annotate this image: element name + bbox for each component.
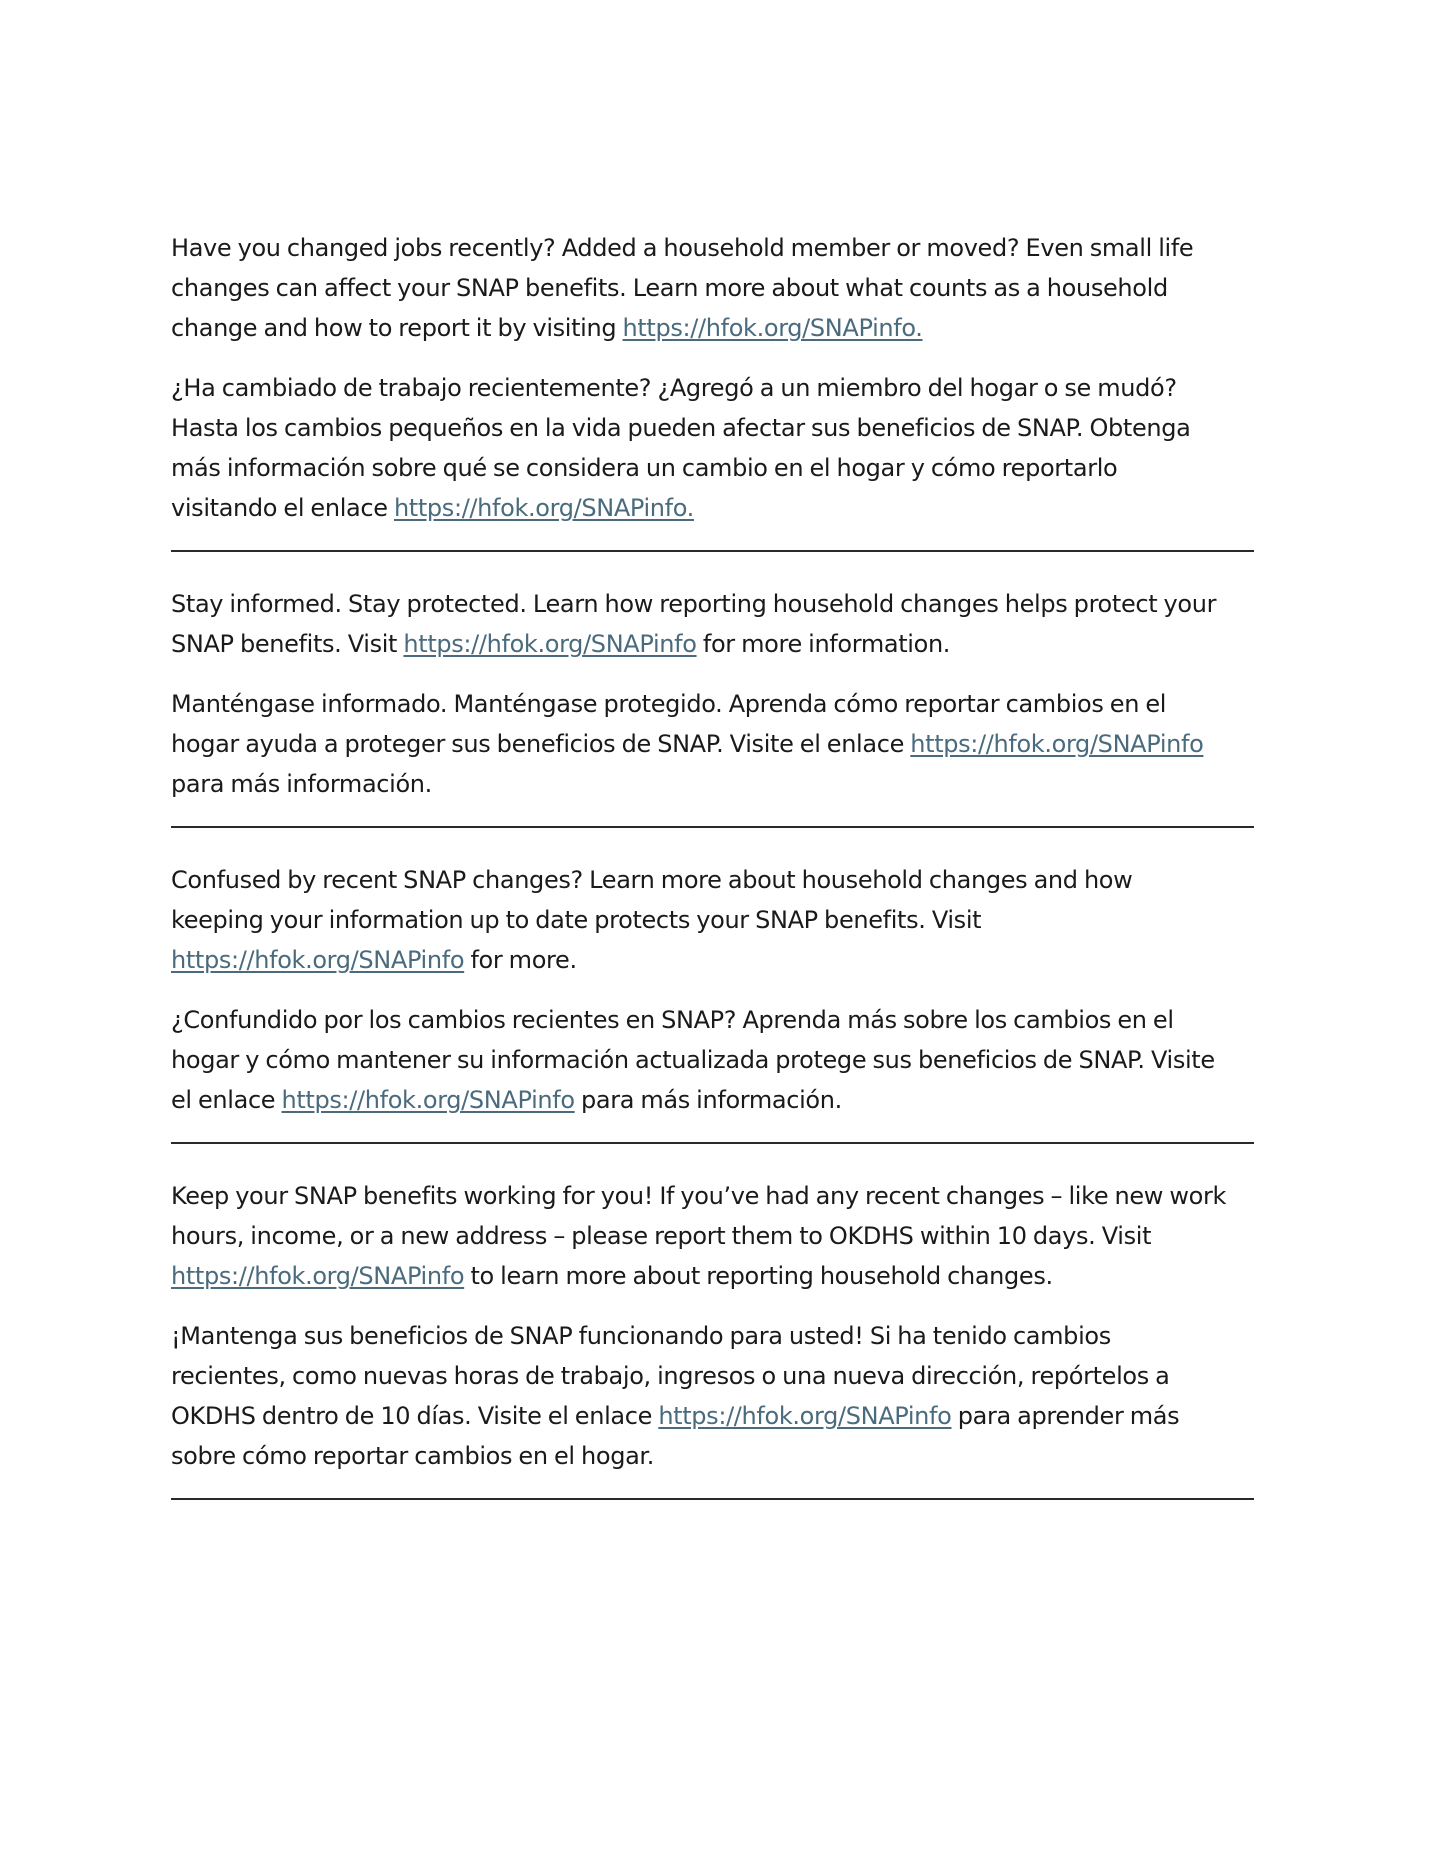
text-line xyxy=(171,308,1291,348)
snap-info-link[interactable]: https://hfok.org/SNAPinfo xyxy=(403,630,697,658)
text-line xyxy=(171,1436,1291,1476)
message-section xyxy=(171,584,1291,828)
text-segment: for more information. xyxy=(696,630,951,658)
text-line xyxy=(171,1316,1291,1356)
text-segment: para más información. xyxy=(171,770,432,798)
text-segment: sobre cómo reportar cambios en el hogar. xyxy=(171,1442,655,1470)
text-segment: para más información. xyxy=(574,1086,842,1114)
text-segment: Stay informed. Stay protected. Learn how reporting household changes helps protect your xyxy=(171,590,1217,618)
text-segment: change and how to report it by visiting xyxy=(171,314,623,342)
text-line xyxy=(171,900,1291,940)
text-line xyxy=(171,1216,1291,1256)
snap-info-link[interactable]: https://hfok.org/SNAPinfo xyxy=(281,1086,575,1114)
text-segment: para aprender más xyxy=(951,1402,1180,1430)
text-line xyxy=(171,1176,1291,1216)
text-segment: el enlace xyxy=(171,1086,282,1114)
snap-info-link[interactable]: https://hfok.org/SNAPinfo. xyxy=(622,314,923,342)
text-segment: visitando el enlace xyxy=(171,494,394,522)
english-paragraph xyxy=(171,228,1291,348)
text-line xyxy=(171,268,1291,308)
text-line xyxy=(171,1396,1291,1436)
text-line xyxy=(171,940,1291,980)
message-section xyxy=(171,860,1291,1144)
text-segment: más información sobre qué se considera un cambio en el hogar y cómo reportarlo xyxy=(171,454,1118,482)
section-divider xyxy=(171,826,1254,828)
text-line xyxy=(171,860,1291,900)
text-segment: to learn more about reporting household changes. xyxy=(464,1262,1053,1290)
text-line xyxy=(171,764,1291,804)
text-segment: Keep your SNAP benefits working for you! If you’ve had any recent changes – like new work xyxy=(171,1182,1227,1210)
text-line xyxy=(171,584,1291,624)
text-line xyxy=(171,724,1291,764)
text-segment: ¡Mantenga sus beneficios de SNAP funcionando para usted! Si ha tenido cambios xyxy=(171,1322,1111,1350)
text-segment: OKDHS dentro de 10 días. Visite el enlace xyxy=(171,1402,659,1430)
section-divider xyxy=(171,550,1254,552)
text-segment: Confused by recent SNAP changes? Learn more about household changes and how xyxy=(171,866,1133,894)
text-segment: keeping your information up to date protects your SNAP benefits. Visit xyxy=(171,906,982,934)
text-line xyxy=(171,1356,1291,1396)
text-segment: hogar ayuda a proteger sus beneficios de SNAP. Visite el enlace xyxy=(171,730,911,758)
text-segment: for more. xyxy=(464,946,577,974)
text-line xyxy=(171,624,1291,664)
text-line xyxy=(171,488,1291,528)
snap-info-link[interactable]: https://hfok.org/SNAPinfo. xyxy=(393,494,694,522)
text-segment: Manténgase informado. Manténgase protegido. Aprenda cómo reportar cambios en el xyxy=(171,690,1167,718)
document-page xyxy=(171,228,1291,1532)
english-paragraph xyxy=(171,584,1291,664)
spanish-paragraph xyxy=(171,368,1291,528)
text-line xyxy=(171,368,1291,408)
text-segment: Have you changed jobs recently? Added a household member or moved? Even small life xyxy=(171,234,1194,262)
english-paragraph xyxy=(171,1176,1291,1296)
english-paragraph xyxy=(171,860,1291,980)
snap-info-link[interactable]: https://hfok.org/SNAPinfo xyxy=(171,946,465,974)
text-line xyxy=(171,1256,1291,1296)
text-segment: SNAP benefits. Visit xyxy=(171,630,404,658)
message-section xyxy=(171,1176,1291,1500)
spanish-paragraph xyxy=(171,1316,1291,1476)
text-line xyxy=(171,1000,1291,1040)
snap-info-link[interactable]: https://hfok.org/SNAPinfo xyxy=(910,730,1204,758)
text-segment: changes can affect your SNAP benefits. Learn more about what counts as a household xyxy=(171,274,1168,302)
text-line xyxy=(171,448,1291,488)
text-segment: hours, income, or a new address – please report them to OKDHS within 10 days. Visit xyxy=(171,1222,1152,1250)
text-segment: recientes, como nuevas horas de trabajo, ingresos o una nueva dirección, repórtelos a xyxy=(171,1362,1170,1390)
spanish-paragraph xyxy=(171,1000,1291,1120)
text-segment: ¿Confundido por los cambios recientes en SNAP? Aprenda más sobre los cambios en el xyxy=(171,1006,1174,1034)
message-section xyxy=(171,228,1291,552)
text-segment: Hasta los cambios pequeños en la vida pueden afectar sus beneficios de SNAP. Obtenga xyxy=(171,414,1191,442)
spanish-paragraph xyxy=(171,684,1291,804)
text-line xyxy=(171,684,1291,724)
text-line xyxy=(171,1040,1291,1080)
text-line xyxy=(171,408,1291,448)
section-divider xyxy=(171,1142,1254,1144)
text-line xyxy=(171,228,1291,268)
text-line xyxy=(171,1080,1291,1120)
snap-info-link[interactable]: https://hfok.org/SNAPinfo xyxy=(171,1262,465,1290)
section-divider xyxy=(171,1498,1254,1500)
text-segment: ¿Ha cambiado de trabajo recientemente? ¿Agregó a un miembro del hogar o se mudó? xyxy=(171,374,1177,402)
text-segment: hogar y cómo mantener su información actualizada protege sus beneficios de SNAP. Visite xyxy=(171,1046,1215,1074)
snap-info-link[interactable]: https://hfok.org/SNAPinfo xyxy=(658,1402,952,1430)
